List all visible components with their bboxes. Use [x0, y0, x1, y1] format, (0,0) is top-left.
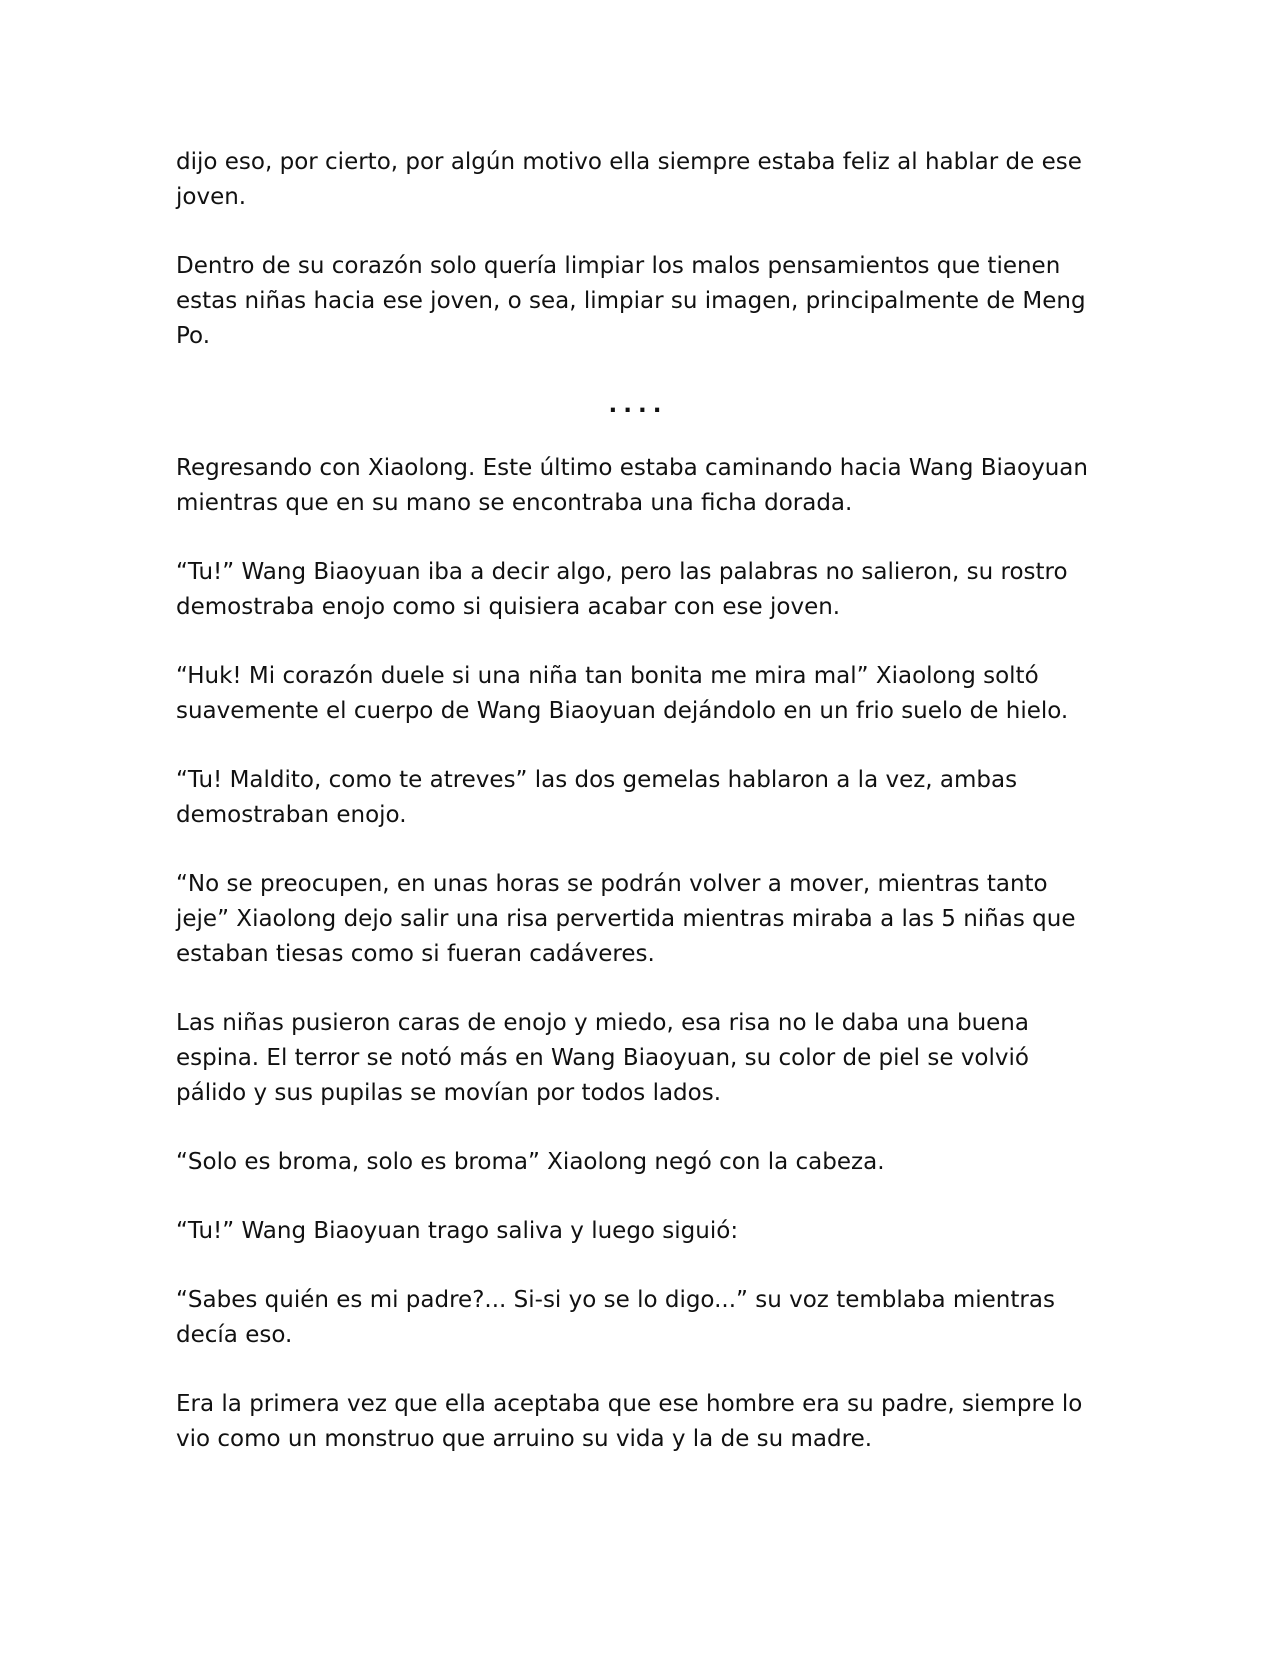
paragraph: “Solo es broma, solo es broma” Xiaolong negó con la cabeza.: [176, 1149, 885, 1175]
paragraph: “No se preocupen, en unas horas se podrán volver a mover, mientras tanto jeje” Xiaolong dejo salir una risa pervertida mientras miraba a las 5 niñas que estaban tiesas como si fueran cadáveres.: [176, 871, 1076, 967]
paragraph: Regresando con Xiaolong. Este último estaba caminando hacia Wang Biaoyuan mientras que en su mano se encontraba una ficha dorada.: [176, 455, 1088, 516]
document-page: [176, 145, 1100, 1491]
paragraph: Era la primera vez que ella aceptaba que ese hombre era su padre, siempre lo vio como un monstruo que arruino su vida y la de su madre.: [176, 1391, 1083, 1452]
paragraph: Las niñas pusieron caras de enojo y miedo, esa risa no le daba una buena espina. El terror se notó más en Wang Biaoyuan, su color de piel se volvió pálido y sus pupilas se movían por todos lados.: [176, 1010, 1029, 1106]
section-separator: ....: [608, 392, 668, 418]
paragraph: “Tu!” Wang Biaoyuan trago saliva y luego siguió:: [176, 1218, 739, 1244]
paragraph: “Tu! Maldito, como te atreves” las dos gemelas hablaron a la vez, ambas demostraban enojo.: [176, 767, 1018, 828]
paragraph: Dentro de su corazón solo quería limpiar los malos pensamientos que tienen estas niñas hacia ese joven, o sea, limpiar su imagen, principalmente de Meng Po.: [176, 253, 1086, 349]
paragraph: dijo eso, por cierto, por algún motivo ella siempre estaba feliz al hablar de ese joven.: [176, 149, 1082, 210]
paragraph: “Tu!” Wang Biaoyuan iba a decir algo, pero las palabras no salieron, su rostro demostraba enojo como si quisiera acabar con ese joven.: [176, 559, 1068, 620]
paragraph: “Huk! Mi corazón duele si una niña tan bonita me mira mal” Xiaolong soltó suavemente el cuerpo de Wang Biaoyuan dejándolo en un frio suelo de hielo.: [176, 663, 1069, 724]
paragraph: “Sabes quién es mi padre?... Si-si yo se lo digo...” su voz temblaba mientras decía eso.: [176, 1287, 1055, 1348]
